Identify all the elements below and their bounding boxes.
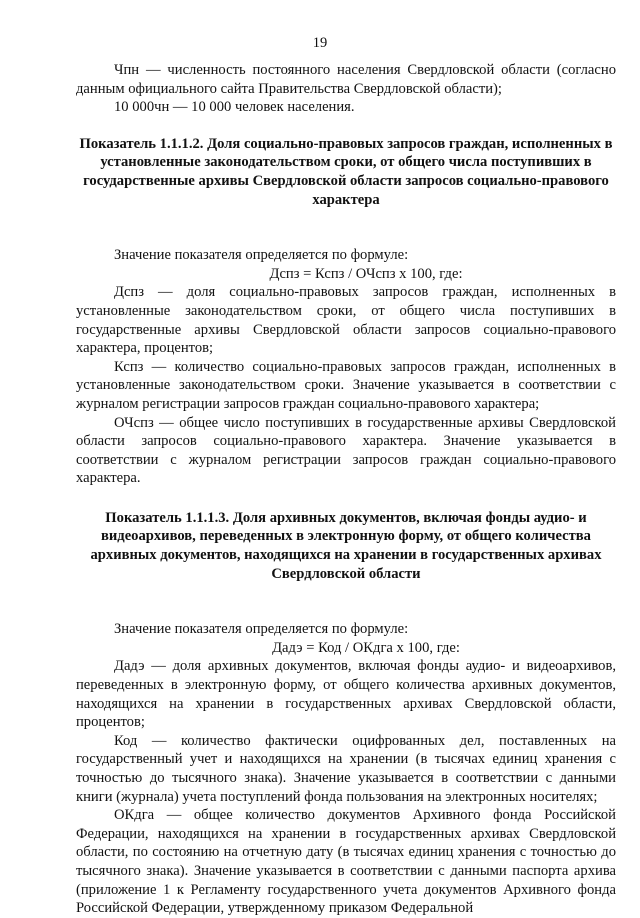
formula-intro-2: Значение показателя определяется по формуле: — [114, 621, 409, 638]
spacer — [76, 209, 616, 246]
definition-ochspz: ОЧспз — общее число поступивших в государственные архивы Свердловской области запросов социально-правового характера. Значение указывается в соответствии с журналом регистрации запросов граждан социально-правового характера. — [76, 414, 616, 487]
definition-dspz: Дспз — доля социально-правовых запросов граждан, исполненных в установленные законодательством сроки, от общего числа поступивших в государственные архивы Свердловской области запросов социально-правового характера, процентов; — [76, 284, 616, 357]
formula-dspz: Дспз = Кспз / ОЧспз х 100, где: — [269, 265, 463, 282]
definition-10000chn: 10 000чн — 10 000 человек населения. — [114, 99, 355, 116]
definition-kod: Код — количество фактически оцифрованных дел, поставленных на государственный учет и находящихся на хранении (в тысячах единиц хранения с точностью до тысячного знака). Значение указывается в соответствии с данными книги (журнала) учета поступлений фонда пользования на электронных носителях; — [76, 732, 616, 805]
formula-intro-1: Значение показателя определяется по формуле: — [114, 247, 409, 264]
definition-kspz: Кспз — количество социально-правовых запросов граждан, исполненных в установленные законодательством сроки. Значение указывается в соответствии с журналом регистрации запросов граждан социально-правового характера; — [76, 358, 616, 412]
definition-dade: Дадэ — доля архивных документов, включая фонды аудио- и видеоархивов, переведенных в электронную форму, от общего количества архивных документов, находящихся на хранении в государственных архивах Свердловской области, процентов; — [76, 658, 616, 731]
spacer — [76, 488, 616, 509]
definition-okdga: ОКдга — общее количество документов Архивного фонда Российской Федерации, находящихся на хранении в государственных архивах Свердловской области, по состоянию на отчетную дату (в тысячах единиц хранения с точностью до тысячного знака). Значение указывается в соответствии с данными паспорта архива (приложение 1 к Регламенту государственного учета документов Архивного фонда Российской Федерации, утвержденному приказом Федеральной — [76, 807, 616, 917]
spacer — [76, 117, 616, 135]
page-number: 19 — [312, 35, 328, 51]
indicator-1-1-1-3-heading: Показатель 1.1.1.3. Доля архивных документов, включая фонды аудио- и видеоархивов, переведенных в электронную форму, от общего количества архивных документов, находящихся на хранении в государственных архивах Свердловской области — [90, 509, 602, 582]
spacer — [76, 583, 616, 620]
page-content — [76, 61, 616, 918]
definition-chpn: Чпн — численность постоянного населения Свердловской области (согласно данным официального сайта Правительства Свердловской области); — [76, 62, 616, 97]
formula-dade: Дадэ = Код / ОКдга х 100, где: — [272, 639, 460, 656]
indicator-1-1-1-2-heading: Показатель 1.1.1.2. Доля социально-правовых запросов граждан, исполненных в установленные законодательством сроки, от общего числа поступивших в государственные архивы Свердловской области запросов социально-правового характера — [79, 135, 613, 208]
